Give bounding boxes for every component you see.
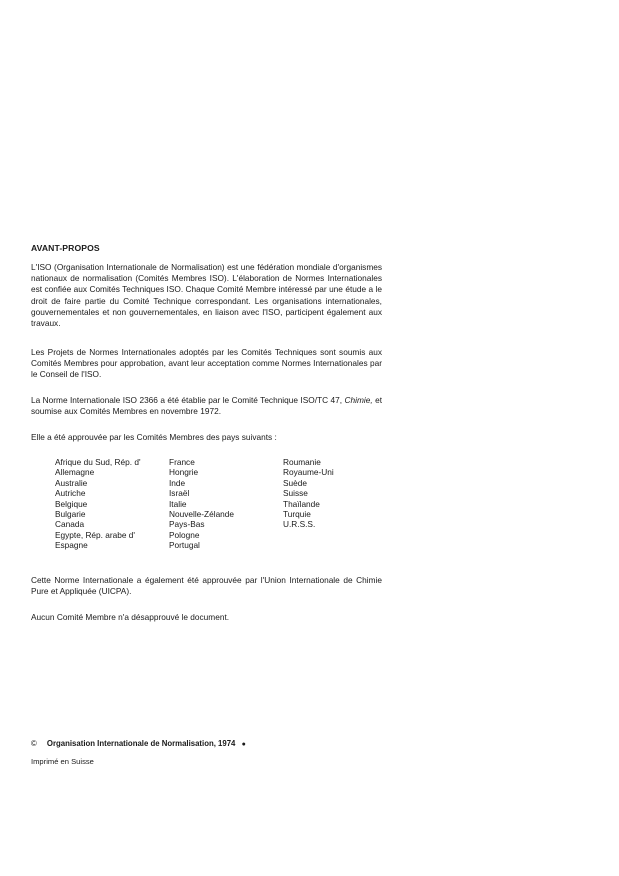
country-item: Hongrie	[169, 467, 199, 478]
country-item: Thaïlande	[283, 498, 320, 509]
paragraph-no-disapproval: Aucun Comité Membre n'a désapprouvé le document.	[31, 612, 230, 622]
copyright-line	[31, 739, 246, 748]
committee-name: Chimie,	[344, 395, 373, 405]
country-item: Espagne	[55, 540, 88, 551]
country-item: Allemagne	[55, 467, 95, 478]
paragraph-iupac-approval: Cette Norme Internationale a également été approuvée par l'Union Internationale de Chimie Pure et Appliquée (UICPA).	[31, 575, 382, 597]
country-column-2	[169, 457, 279, 551]
country-item: Israël	[169, 488, 190, 499]
printed-in: Imprimé en Suisse	[31, 757, 94, 766]
country-item: Pays-Bas	[169, 519, 205, 530]
country-item: Canada	[55, 519, 85, 530]
country-item: Afrique du Sud, Rép. d'	[55, 457, 141, 467]
country-column-1	[55, 457, 167, 551]
paragraph-draft-standards: Les Projets de Normes Internationales adoptés par les Comités Techniques sont soumis aux Comités Membres pour approbation, avant leur acceptation comme Normes Internationales par le Conseil de l'ISO.	[31, 347, 382, 380]
country-item: France	[169, 457, 195, 467]
country-column-3	[283, 457, 383, 530]
country-item: Bulgarie	[55, 509, 86, 520]
paragraph-standard-origin-end: et soumise aux Comités Membres en novembre 1972.	[31, 395, 382, 417]
country-item: Italie	[169, 498, 187, 509]
country-item: Roumanie	[283, 457, 321, 467]
country-item: Royaume-Uni	[283, 467, 334, 478]
paragraph-standard-origin-start: La Norme Internationale ISO 2366 a été établie par le Comité Technique ISO/TC 47,	[31, 395, 345, 405]
country-item: Suède	[283, 477, 307, 488]
copyright-organisation: Organisation Internationale de Normalisation, 1974	[46, 739, 236, 748]
country-item: Australie	[55, 477, 88, 488]
country-item: Suisse	[283, 488, 308, 499]
country-item: Egypte, Rép. arabe d'	[55, 529, 135, 540]
country-item: Pologne	[169, 529, 200, 540]
country-item: Inde	[169, 477, 186, 488]
bullet-icon: ●	[241, 741, 246, 748]
paragraph-approval-intro: Elle a été approuvée par les Comités Membres des pays suivants :	[31, 432, 277, 442]
country-item: Belgique	[55, 498, 88, 509]
country-item: Portugal	[169, 540, 200, 551]
country-item: Turquie	[283, 509, 311, 520]
section-heading: AVANT-PROPOS	[31, 243, 100, 253]
country-item: U.R.S.S.	[283, 519, 316, 530]
country-item: Nouvelle-Zélande	[169, 509, 235, 520]
country-item: Autriche	[55, 488, 86, 499]
copyright-symbol: ©	[31, 739, 37, 748]
paragraph-standard-origin	[31, 395, 382, 417]
paragraph-iso-description: L'ISO (Organisation Internationale de Normalisation) est une fédération mondiale d'organismes nationaux de normalisation (Comités Membres ISO). L'élaboration de Normes Internationales est confiée aux Comités Techniques ISO. Chaque Comité Membre intéressé par une étude a le droit de faire partie du Comité Technique correspondant. Les organisations internationales, gouvernementales et non gouvernementales, en liaison avec l'ISO, participent également aux travaux.	[31, 262, 382, 329]
